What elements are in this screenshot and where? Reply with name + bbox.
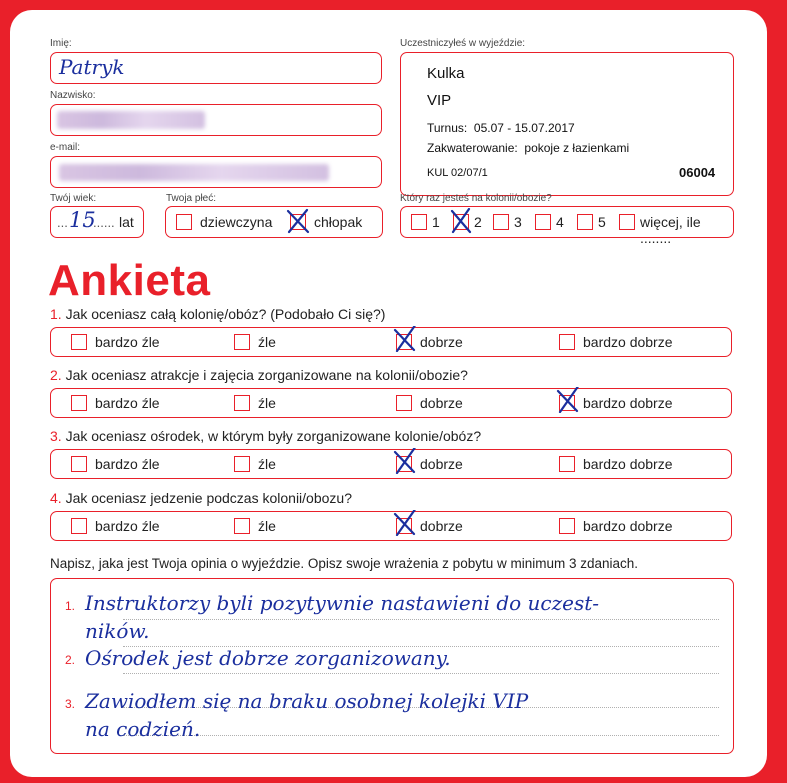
email-field[interactable] (50, 156, 382, 188)
trip-tier: VIP (427, 92, 452, 109)
question-number: 1. (50, 306, 62, 322)
opinion-text-line: na codzień. (85, 717, 201, 741)
time-checkbox-1[interactable] (411, 214, 427, 230)
rating-checkbox[interactable] (559, 518, 575, 534)
check-x-icon (392, 448, 418, 474)
rating-option-label: bardzo źle (95, 456, 160, 472)
question-4-options (50, 511, 732, 541)
rating-checkbox[interactable] (71, 456, 87, 472)
rating-checkbox[interactable] (71, 518, 87, 534)
time-checkbox-4[interactable] (535, 214, 551, 230)
check-x-icon (392, 510, 418, 536)
opinion-box[interactable] (50, 578, 734, 754)
question-3-text (50, 428, 481, 444)
name-value: Patryk (59, 55, 125, 79)
time-checkbox-3[interactable] (493, 214, 509, 230)
rating-checkbox[interactable] (234, 518, 250, 534)
rating-checkbox[interactable] (234, 456, 250, 472)
question-3-options (50, 449, 732, 479)
gender-label: Twoja płeć: (166, 193, 217, 204)
question-label: Jak oceniasz jedzenie podczas kolonii/obozu? (65, 490, 352, 506)
question-number: 2. (50, 367, 62, 383)
opinion-prompt: Napisz, jaka jest Twoja opinia o wyjeździe. Opisz swoje wrażenia z pobytu w minimum 3 zdaniach. (50, 556, 639, 571)
check-x-icon (448, 208, 474, 234)
rating-option-label: dobrze (420, 395, 463, 411)
trip-stamp (400, 52, 734, 196)
surname-field[interactable] (50, 104, 382, 136)
rating-option-label: bardzo źle (95, 395, 160, 411)
age-value: 15 (69, 208, 96, 232)
gender-option-girl: dziewczyna (200, 214, 273, 230)
opinion-text-line: Ośrodek jest dobrze zorganizowany. (85, 646, 451, 670)
trip-accommodation-value: pokoje z łazienkami (524, 141, 630, 155)
rating-option-label: źle (258, 395, 276, 411)
rating-option-label: dobrze (420, 518, 463, 534)
age-dots-after: ...... (93, 215, 115, 230)
question-1-text (50, 306, 385, 322)
opinion-row-number: 1. (65, 599, 76, 613)
trip-number: 06004 (679, 165, 716, 180)
name-field[interactable] (50, 52, 382, 84)
ruled-line (123, 735, 719, 736)
rating-option-label: źle (258, 518, 276, 534)
survey-title: Ankieta (48, 256, 211, 305)
gender-checkbox-girl[interactable] (176, 214, 192, 230)
rating-checkbox[interactable] (396, 395, 412, 411)
rating-checkbox[interactable] (71, 395, 87, 411)
rating-option-label: bardzo źle (95, 518, 160, 534)
trip-name: Kulka (427, 65, 465, 82)
gender-field (165, 206, 383, 238)
question-4-text (50, 490, 352, 506)
which-time-field (400, 206, 734, 246)
rating-option-label: bardzo dobrze (583, 456, 673, 472)
rating-checkbox[interactable] (71, 334, 87, 350)
time-option-2: 2 (474, 214, 482, 230)
opinion-text-line: Zawiodłem się na braku osobnej kolejki VIP (85, 689, 529, 713)
rating-checkbox[interactable] (559, 334, 575, 350)
check-x-icon (392, 326, 418, 352)
rating-option-label: bardzo dobrze (583, 518, 673, 534)
check-x-icon (285, 208, 311, 234)
question-2-text (50, 367, 468, 383)
rating-option-label: bardzo dobrze (583, 334, 673, 350)
time-option-3: 3 (514, 214, 522, 230)
question-1-options (50, 327, 732, 357)
opinion-text-line: Instruktorzy byli pozytywnie nastawieni do uczest- (85, 591, 600, 615)
time-option-4: 4 (556, 214, 564, 230)
question-label: Jak oceniasz całą kolonię/obóz? (Podobało Ci się?) (65, 306, 386, 322)
rating-option-label: dobrze (420, 334, 463, 350)
question-number: 3. (50, 428, 62, 444)
ruled-line (123, 619, 719, 620)
rating-option-label: dobrze (420, 456, 463, 472)
email-label: e-mail: (50, 142, 81, 153)
time-option-1: 1 (432, 214, 440, 230)
trip-term (427, 121, 575, 135)
rating-option-label: źle (258, 456, 276, 472)
age-label: Twój wiek: (50, 193, 97, 204)
survey-sheet (10, 10, 767, 777)
question-label: Jak oceniasz atrakcje i zajęcia zorganizowane na kolonii/obozie? (65, 367, 468, 383)
rating-checkbox[interactable] (559, 456, 575, 472)
which-time-label: Który raz jesteś na kolonii/obozie? (400, 193, 552, 204)
surname-label: Nazwisko: (50, 90, 96, 101)
trip-code: KUL 02/07/1 (427, 167, 488, 179)
time-checkbox-more[interactable] (619, 214, 635, 230)
time-checkbox-5[interactable] (577, 214, 593, 230)
trip-term-value: 05.07 - 15.07.2017 (473, 121, 575, 135)
opinion-row-number: 3. (65, 697, 76, 711)
trip-accommodation-label: Zakwaterowanie: (427, 141, 518, 155)
time-option-more: więcej, ile ........ (640, 214, 701, 246)
rating-option-label: źle (258, 334, 276, 350)
rating-option-label: bardzo źle (95, 334, 160, 350)
opinion-text-line: ników. (85, 619, 150, 643)
check-x-icon (555, 387, 581, 413)
participant-label: Uczestniczyłeś w wyjeździe: (400, 38, 526, 49)
rating-checkbox[interactable] (234, 334, 250, 350)
rating-checkbox[interactable] (234, 395, 250, 411)
age-field[interactable] (50, 206, 144, 238)
opinion-row-number: 2. (65, 653, 76, 667)
ruled-line (123, 673, 719, 674)
trip-accommodation (427, 141, 629, 155)
rating-option-label: bardzo dobrze (583, 395, 673, 411)
redacted-surname (57, 111, 205, 129)
redacted-email (59, 164, 329, 181)
question-number: 4. (50, 490, 62, 506)
name-label: Imię: (50, 38, 72, 49)
age-unit: lat (119, 214, 134, 230)
trip-term-label: Turnus: (427, 121, 468, 135)
time-option-5: 5 (598, 214, 606, 230)
gender-option-boy: chłopak (314, 214, 363, 230)
question-label: Jak oceniasz ośrodek, w którym były zorganizowane kolonie/obóz? (65, 428, 482, 444)
question-2-options (50, 388, 732, 418)
age-dots-before: ... (57, 215, 68, 230)
